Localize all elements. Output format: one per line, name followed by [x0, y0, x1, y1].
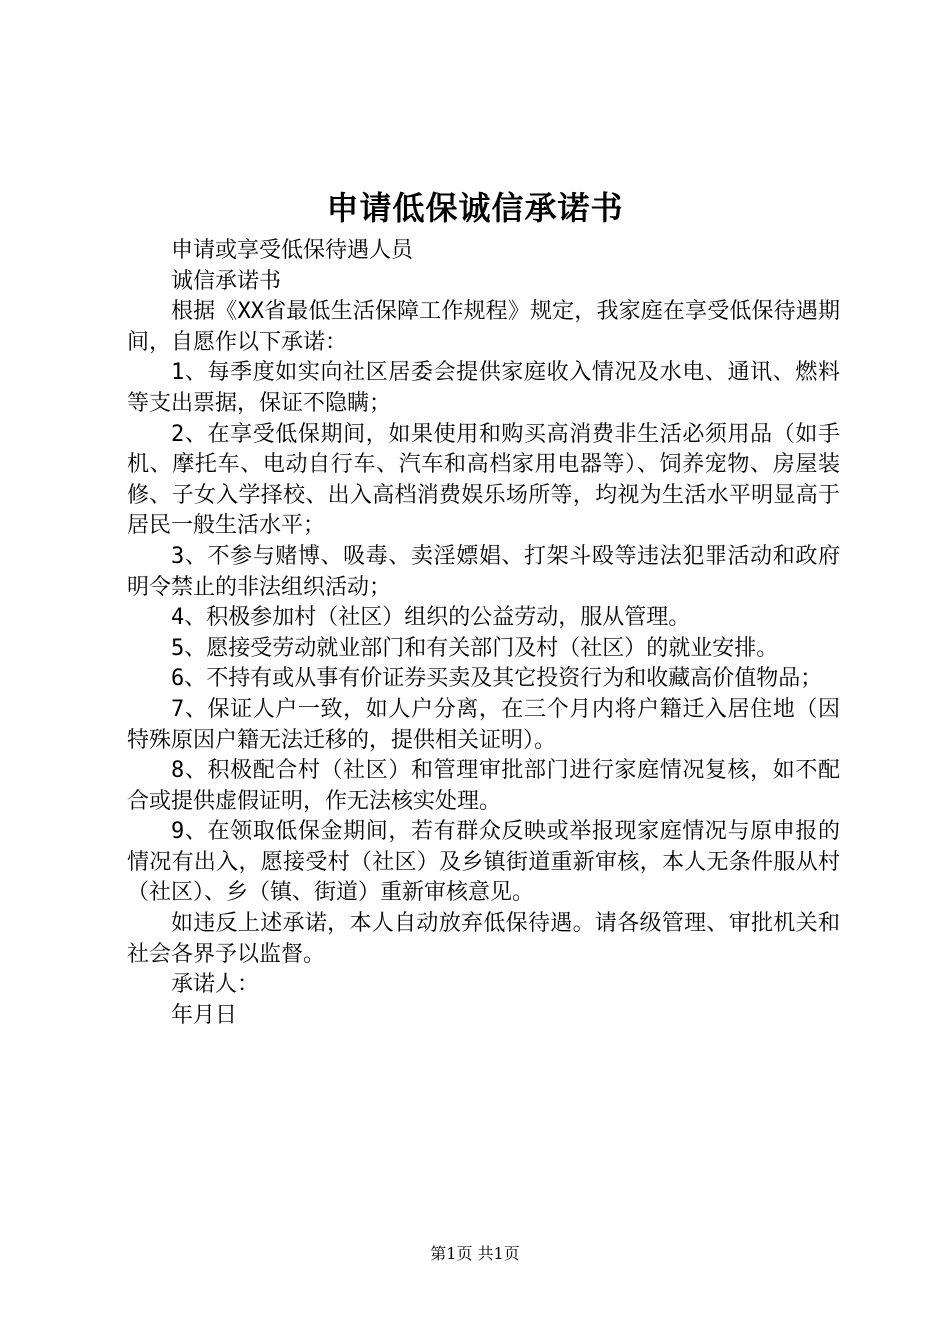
document-title: 申请低保诚信承诺书 — [326, 189, 624, 227]
paragraph-closing: 如违反上述承诺，本人自动放弃低保待遇。请各级管理、审批机关和社会各界予以监督。 — [127, 911, 840, 967]
paragraph-intro: 根据《XX省最低生活保障工作规程》规定，我家庭在享受低保待遇期间，自愿作以下承诺： — [127, 299, 840, 355]
document-body — [127, 236, 840, 1031]
paragraph-item-3: 3、不参与赌博、吸毒、卖淫嫖娼、打架斗殴等违法犯罪活动和政府明令禁止的非法组织活动； — [127, 543, 840, 600]
paragraph-item-8: 8、积极配合村（社区）和管理审批部门进行家庭情况复核，如不配合或提供虚假证明，作无法核实处理。 — [127, 758, 840, 814]
paragraph-item-9: 9、在领取低保金期间，若有群众反映或举报现家庭情况与原申报的情况有出入，愿接受村（社区）及乡镇街道重新审核，本人无条件服从村（社区）、乡（镇、街道）重新审核意见。 — [127, 819, 840, 906]
paragraph-item-6: 6、不持有或从事有价证券买卖及其它投资行为和收藏高价值物品； — [171, 666, 823, 692]
paragraph-letter-heading: 诚信承诺书 — [171, 268, 282, 294]
page-number-footer: 第1页 共1页 — [430, 1244, 520, 1263]
paragraph-item-2: 2、在享受低保期间，如果使用和购买高消费非生活必须用品（如手机、摩托车、电动自行车、汽车和高档家用电器等）、饲养宠物、房屋装修、子女入学择校、出入高档消费娱乐场所等，均视为生活水平明显高于居民一般生活水平； — [127, 421, 840, 539]
paragraph-item-5: 5、愿接受劳动就业部门和有关部门及村（社区）的就业安排。 — [171, 635, 779, 661]
paragraph-item-4: 4、积极参加村（社区）组织的公益劳动，服从管理。 — [171, 605, 691, 631]
paragraph-applicant-heading: 申请或享受低保待遇人员 — [171, 238, 414, 263]
date-label: 年月日 — [171, 1002, 238, 1028]
signature-label: 承诺人： — [171, 972, 260, 998]
paragraph-item-1: 1、每季度如实向社区居委会提供家庭收入情况及水电、通讯、燃料等支出票据，保证不隐瞒； — [127, 360, 840, 416]
paragraph-item-7: 7、保证人户一致，如人户分离，在三个月内将户籍迁入居住地（因特殊原因户籍无法迁移的，提供相关证明）。 — [127, 696, 840, 753]
